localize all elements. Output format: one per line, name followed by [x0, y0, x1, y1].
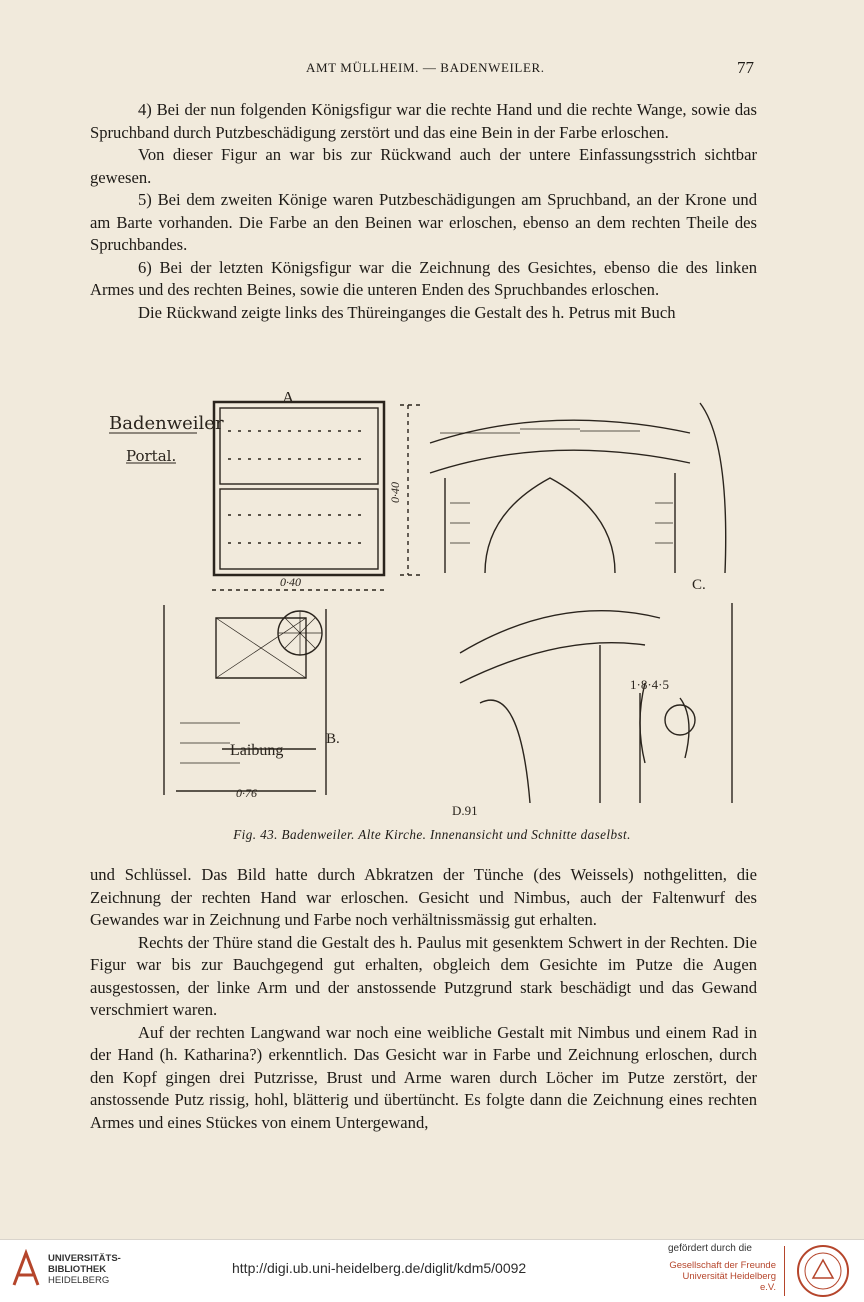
- dim-laibung: Laibung: [230, 742, 284, 759]
- figure-43: [100, 383, 750, 833]
- panel-a-frame: [214, 402, 384, 575]
- inscription-line2: Portal.: [126, 447, 177, 465]
- body-text-top: [90, 99, 757, 324]
- paragraph: Von dieser Figur an war bis zur Rückwand auch der untere Einfassungsstrich sichtbar gewesen.: [90, 145, 757, 187]
- panel-b-section: [164, 605, 326, 795]
- digitization-footer: [0, 1239, 864, 1302]
- dim-width: 0·40: [280, 575, 301, 589]
- artist-signature: D.91: [452, 803, 478, 818]
- label-b: B.: [326, 731, 340, 747]
- paragraph: 5) Bei dem zweiten Könige waren Putzbeschädigungen am Spruchband, an der Krone und am Barte vorhanden. Die Farbe an den Beinen war erloschen, ebenso an dem rechten Theile des Spruchbandes.: [90, 190, 757, 254]
- sponsor-name: Gesellschaft der Freunde Universität Heidelberg e.V.: [669, 1260, 776, 1293]
- paragraph: 6) Bei der letzten Königsfigur war die Zeichnung des Gesichtes, ebenso die des linken Armes und des rechten Beines, sowie die unteren Enden des Spruchbandes erloschen.: [90, 257, 757, 299]
- page-number: 77: [737, 58, 754, 77]
- paragraph: Auf der rechten Langwand war noch eine weibliche Gestalt mit Nimbus und einem Rad in der Hand (h. Katharina?) erkenntlich. Das Gesicht war in Farbe und Zeichnung erloschen, durch den Kopf gingen drei Putzrisse, Brust und Arme waren durch Löcher im Putze zerstört, der anstossende Putz rissig, hohl, blätterig und übertüncht. Es folgte dann die Zeichnung eines rechten Armes und eines Stückes von einem Untergewand,: [90, 1022, 757, 1132]
- arch-doorway: [430, 403, 726, 573]
- label-a: A.: [282, 388, 299, 407]
- wall-numbers: 1·8·4·5: [630, 677, 669, 692]
- university-seal-icon: [796, 1244, 850, 1298]
- running-head: AMT MÜLLHEIM. — BADENWEILER.: [306, 60, 545, 75]
- body-text-bottom: [90, 864, 757, 1134]
- inscription-line1: Badenweiler: [109, 413, 224, 434]
- paragraph: und Schlüssel. Das Bild hatte durch Abkratzen der Tünche (des Weissels) nothgelitten, die Zeichnung der rechten Hand war erloschen. Gesicht und Nimbus, auch der Faltenwurf des Gewandes war in Zeichnung und Farbe noch verhältnissmässig gut erhalten.: [90, 865, 757, 929]
- library-name: UNIVERSITÄTS- BIBLIOTHEK HEIDELBERG: [48, 1253, 121, 1286]
- figure-caption: Fig. 43. Badenweiler. Alte Kirche. Innenansicht und Schnitte daselbst.: [233, 827, 631, 842]
- permalink-url[interactable]: http://digi.ub.uni-heidelberg.de/diglit/kdm5/0092: [232, 1260, 527, 1276]
- paragraph: 4) Bei der nun folgenden Königsfigur war die rechte Hand und die rechte Wange, sowie das Spruchband durch Putzbeschädigung zerstört und das eine Bein in der Farbe erloschen.: [90, 100, 757, 142]
- paragraph: Die Rückwand zeigte links des Thüreinganges die Gestalt des h. Petrus mit Buch: [138, 302, 676, 322]
- sponsor-note: gefördert durch die: [668, 1243, 752, 1254]
- library-logo-icon: [10, 1249, 42, 1289]
- dim-laibung-width: 0·76: [236, 786, 257, 800]
- paragraph: Rechts der Thüre stand die Gestalt des h. Paulus mit gesenktem Schwert in der Rechten. Die Figur war bis zur Bauchgegend gut erhalten, obgleich dem Gesichte im Putze die Augen ausgestossen, der linke Arm und der anstossende Putzgrund stark beschädigt und das Gewand verschmiert waren.: [90, 932, 757, 1019]
- dim-height: 0·40: [388, 482, 402, 503]
- page-header: [0, 60, 864, 84]
- label-c: C.: [692, 577, 706, 593]
- panel-c-section: [460, 603, 732, 803]
- footer-divider: [784, 1246, 785, 1296]
- figure-drawing: [100, 383, 750, 833]
